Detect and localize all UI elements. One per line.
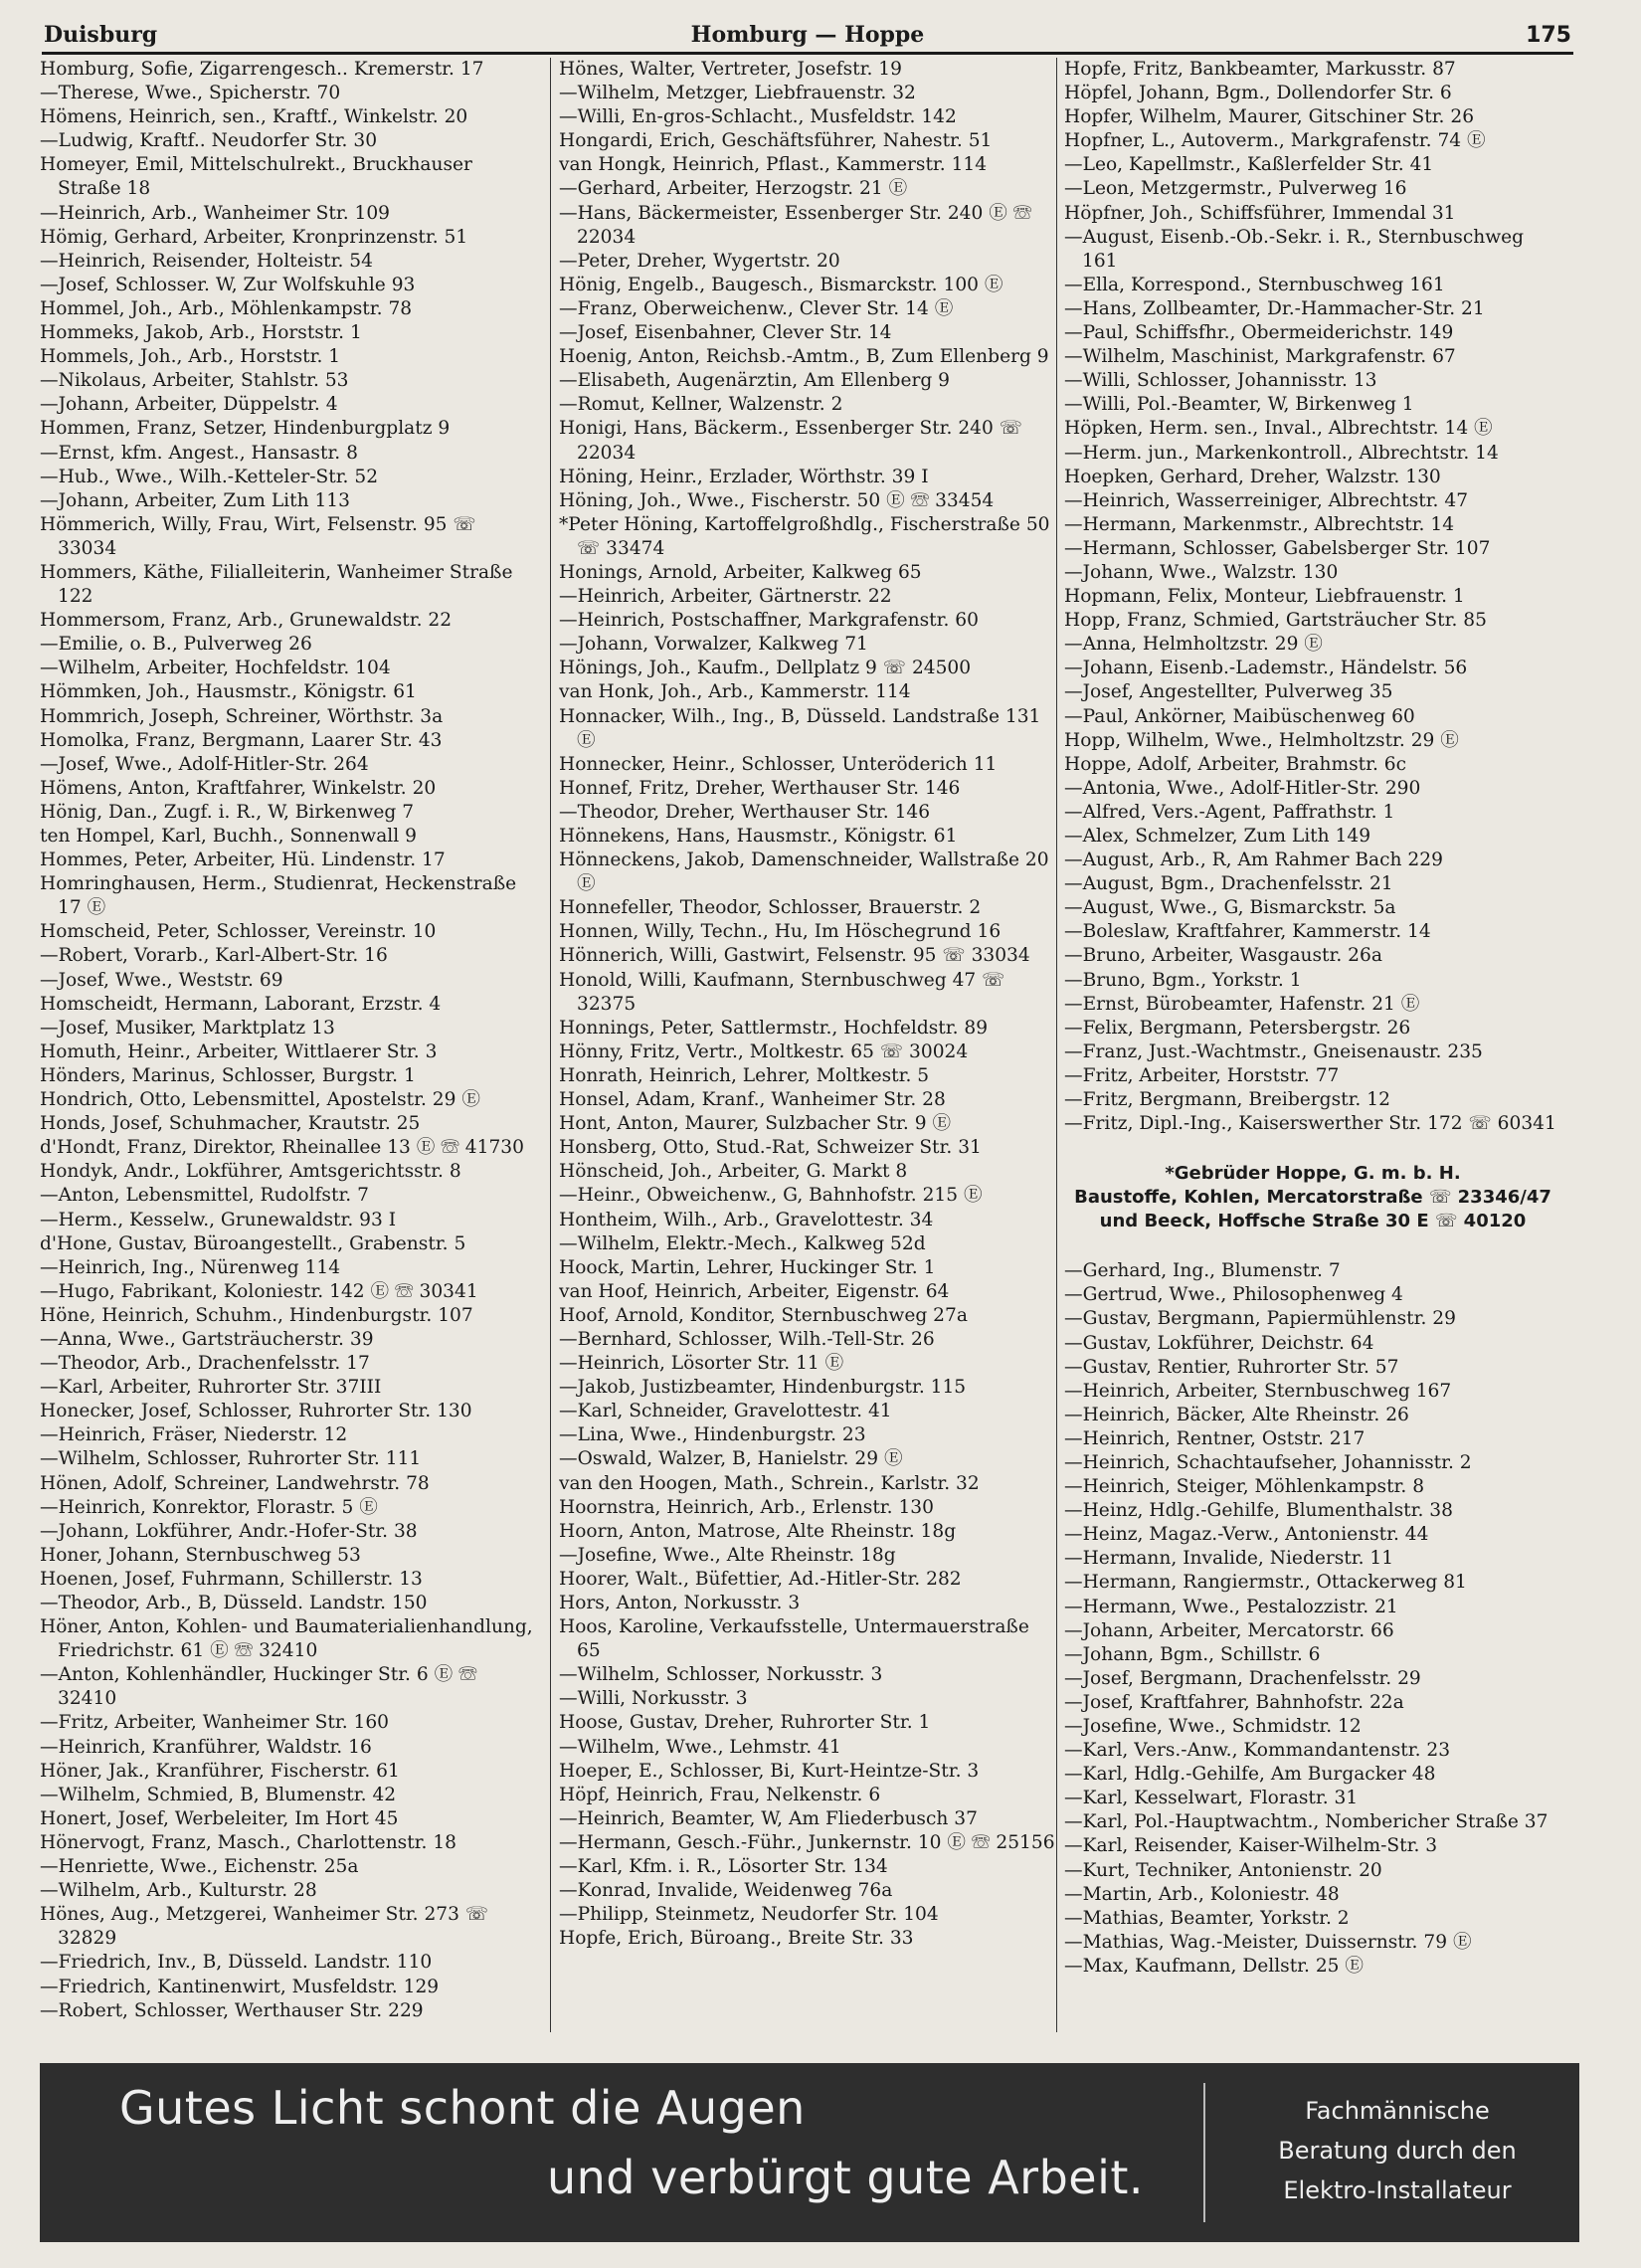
- directory-entry: —Karl, Kesselwart, Florastr. 31: [1064, 1788, 1359, 1809]
- directory-entry: —Heinz, Hdlg.-Gehilfe, Blumenthalstr. 38: [1064, 1500, 1453, 1522]
- running-header: [42, 18, 1573, 55]
- column-2: [559, 58, 1056, 2037]
- directory-entry: —Gustav, Lokführer, Deichstr. 64: [1064, 1332, 1374, 1354]
- column-divider: [1056, 58, 1057, 2032]
- directory-entry: —Heinrich, Kranführer, Waldstr. 16: [40, 1736, 372, 1758]
- directory-entry: Honecker, Josef, Schlosser, Ruhrorter Str. 130: [40, 1401, 472, 1422]
- directory-entry: Hopfer, Wilhelm, Maurer, Gitschiner Str. 26: [1064, 106, 1475, 128]
- directory-entry: Hommes, Peter, Arbeiter, Hü. Lindenstr. 17: [40, 850, 446, 871]
- directory-entry: Hors, Anton, Norkusstr. 3: [559, 1593, 801, 1613]
- directory-entry: van Honk, Joh., Arb., Kammerstr. 114: [559, 681, 911, 703]
- directory-entry: Hoose, Gustav, Dreher, Ruhrorter Str. 1: [559, 1712, 931, 1734]
- directory-entry: —Bruno, Arbeiter, Wasgaustr. 26a: [1064, 945, 1382, 967]
- directory-entry: —Felix, Bergmann, Petersbergstr. 26: [1064, 1017, 1411, 1039]
- directory-entry: Honer, Johann, Sternbuschweg 53: [40, 1544, 361, 1566]
- directory-entry: ten Hompel, Karl, Buchh., Sonnenwall 9: [40, 826, 417, 847]
- directory-entry: Höpfner, Joh., Schiffsführer, Immendal 31: [1064, 202, 1456, 224]
- directory-entry: —Boleslaw, Kraftfahrer, Kammerstr. 14: [1064, 921, 1431, 943]
- directory-entry: van den Hoogen, Math., Schrein., Karlstr. 32: [559, 1472, 980, 1494]
- directory-entry: —Ella, Korrespond., Sternbuschweg 161: [1064, 274, 1445, 295]
- directory-entry: Honnings, Peter, Sattlermstr., Hochfeldstr. 89: [559, 1017, 989, 1039]
- directory-entry: Hömens, Anton, Kraftfahrer, Winkelstr. 20: [40, 777, 437, 799]
- directory-entry: —Gerhard, Arbeiter, Herzogstr. 21 Ⓔ: [559, 178, 908, 200]
- directory-entry: —Hermann, Wwe., Pestalozzistr. 21: [1064, 1596, 1398, 1617]
- directory-entry: —Gustav, Rentier, Ruhrorter Str. 57: [1064, 1356, 1399, 1378]
- directory-entry: *Peter Höning, Kartoffelgroßhdlg., Fischerstraße 50 ☏ 33474: [559, 513, 1050, 559]
- banner-divider: [1203, 2083, 1205, 2222]
- directory-entry: —Robert, Schlosser, Werthauser Str. 229: [40, 1999, 424, 2021]
- directory-entry: —Emilie, o. B., Pulverweg 26: [40, 634, 312, 656]
- directory-entry: Hoeper, E., Schlosser, Bi, Kurt-Heintze-Str. 3: [559, 1760, 980, 1782]
- directory-entry: Hommels, Joh., Arb., Horststr. 1: [40, 346, 341, 368]
- directory-entry: —Heinrich, Beamter, W, Am Fliederbusch 37: [559, 1807, 978, 1829]
- directory-entry: —Heinrich, Lösorter Str. 11 Ⓔ: [559, 1353, 844, 1375]
- directory-entry: Hönnerich, Willi, Gastwirt, Felsenstr. 95 ☏ 33034: [559, 945, 1030, 967]
- directory-entry: —Max, Kaufmann, Dellstr. 25 Ⓔ: [1064, 1955, 1364, 1977]
- directory-entry: —Ernst, kfm. Angest., Hansastr. 8: [40, 442, 358, 464]
- directory-entry: —Josef, Wwe., Adolf-Hitler-Str. 264: [40, 753, 369, 775]
- column-3-top: [1064, 58, 1561, 1136]
- directory-entry: Hoos, Karoline, Verkaufsstelle, Untermauerstraße 65: [559, 1616, 1029, 1662]
- header-city: Duisburg: [44, 22, 158, 48]
- directory-entry: —Anna, Wwe., Gartsträucherstr. 39: [40, 1328, 374, 1350]
- directory-entry: —Fritz, Dipl.-Ing., Kaiserswerther Str. 172 ☏ 60341: [1064, 1113, 1556, 1135]
- directory-entry: —Bernhard, Schlosser, Wilh.-Tell-Str. 26: [559, 1328, 935, 1350]
- directory-entry: van Hoof, Heinrich, Arbeiter, Eigenstr. 64: [559, 1280, 950, 1302]
- directory-entry: Homuth, Heinr., Arbeiter, Wittlaerer Str. 3: [40, 1040, 438, 1062]
- directory-entry: Homeyer, Emil, Mittelschulrekt., Bruckhauser Straße 18: [40, 154, 472, 200]
- directory-entry: —Nikolaus, Arbeiter, Stahlstr. 53: [40, 370, 349, 392]
- directory-entry: Honert, Josef, Werbeleiter, Im Hort 45: [40, 1807, 399, 1829]
- directory-entry: Höne, Heinrich, Schuhm., Hindenburgstr. 107: [40, 1304, 473, 1326]
- column-3: [1064, 58, 1561, 2037]
- directory-entry: —Paul, Ankörner, Maibüschenweg 60: [1064, 705, 1415, 727]
- directory-entry: Höpfel, Johann, Bgm., Dollendorfer Str. 6: [1064, 83, 1452, 104]
- directory-entry: —Friedrich, Kantinenwirt, Musfeldstr. 129: [40, 1976, 440, 1997]
- directory-entry: Honings, Arnold, Arbeiter, Kalkweg 65: [559, 561, 922, 583]
- directory-entry: Honold, Willi, Kaufmann, Sternbuschweg 47 ☏ 32375: [559, 969, 1005, 1015]
- directory-entry: —Josef, Schlosser. W, Zur Wolfskuhle 93: [40, 274, 416, 295]
- directory-entry: Homscheid, Peter, Schlosser, Vereinstr. 10: [40, 921, 437, 943]
- directory-entry: —Franz, Oberweichenw., Clever Str. 14 Ⓔ: [559, 297, 954, 319]
- directory-entry: —Mathias, Beamter, Yorkstr. 2: [1064, 1907, 1350, 1929]
- directory-entry: —Johann, Arbeiter, Düppelstr. 4: [40, 394, 338, 416]
- directory-entry: —Wilhelm, Schlosser, Ruhrorter Str. 111: [40, 1448, 422, 1470]
- directory-entry: Honsel, Adam, Kranf., Wanheimer Str. 28: [559, 1089, 946, 1111]
- directory-entry: Honsberg, Otto, Stud.-Rat, Schweizer Str. 31: [559, 1137, 982, 1159]
- directory-entry: —Gustav, Bergmann, Papiermühlenstr. 29: [1064, 1308, 1456, 1330]
- directory-entry: —Johann, Arbeiter, Zum Lith 113: [40, 489, 350, 511]
- directory-entry: —Hermann, Rangiermstr., Ottackerweg 81: [1064, 1572, 1467, 1594]
- directory-entry: Homolka, Franz, Bergmann, Laarer Str. 43: [40, 729, 443, 751]
- directory-entry: —Martin, Arb., Koloniestr. 48: [1064, 1883, 1340, 1905]
- directory-entry: —Josef, Angestellter, Pulverweg 35: [1064, 681, 1393, 703]
- directory-entry: —Romut, Kellner, Walzenstr. 2: [559, 394, 843, 416]
- directory-entry: —Karl, Pol.-Hauptwachtm., Nombericher Straße 37: [1064, 1811, 1549, 1833]
- directory-entry: —Robert, Vorarb., Karl-Albert-Str. 16: [40, 945, 388, 967]
- directory-entry: —Heinrich, Schachtaufseher, Johannisstr. 2: [1064, 1451, 1472, 1473]
- directory-entry: Hönig, Engelb., Baugesch., Bismarckstr. 100 Ⓔ: [559, 274, 1003, 295]
- directory-entry: Hoorer, Walt., Büfettier, Ad.-Hitler-Str. 282: [559, 1568, 962, 1590]
- directory-entry: Hont, Anton, Maurer, Sulzbacher Str. 9 Ⓔ: [559, 1113, 952, 1135]
- directory-entry: —Johann, Eisenb.-Lademstr., Händelstr. 56: [1064, 658, 1468, 679]
- directory-entry: —Konrad, Invalide, Weidenweg 76a: [559, 1880, 893, 1902]
- directory-entry: —Henriette, Wwe., Eichenstr. 25a: [40, 1856, 359, 1878]
- directory-entry: Hönny, Fritz, Vertr., Moltkestr. 65 ☏ 30024: [559, 1040, 969, 1062]
- directory-entry: —Herm. jun., Markenkontroll., Albrechtstr. 14: [1064, 442, 1499, 464]
- directory-entry: —Gerhard, Ing., Blumenstr. 7: [1064, 1260, 1341, 1282]
- directory-entry: —Karl, Hdlg.-Gehilfe, Am Burgacker 48: [1064, 1764, 1436, 1786]
- banner-slogan-line2: und verbürgt gute Arbeit.: [547, 2151, 1145, 2204]
- directory-entry: —Franz, Just.-Wachtmstr., Gneisenaustr. 235: [1064, 1040, 1483, 1062]
- directory-entry: —Josefine, Wwe., Schmidstr. 12: [1064, 1716, 1362, 1737]
- directory-entry: Homburg, Sofie, Zigarrengesch.. Kremerstr. 17: [40, 59, 484, 80]
- directory-entry: —August, Bgm., Drachenfelsstr. 21: [1064, 873, 1393, 895]
- directory-entry: Hönervogt, Franz, Masch., Charlottenstr. 18: [40, 1831, 457, 1853]
- directory-entry: —Ludwig, Kraftf.. Neudorfer Str. 30: [40, 130, 378, 152]
- ad-line: *Gebrüder Hoppe, G. m. b. H.: [1165, 1163, 1461, 1185]
- directory-entry: Hopp, Wilhelm, Wwe., Helmholtzstr. 29 Ⓔ: [1064, 729, 1459, 751]
- header-range: Homburg — Hoppe: [690, 22, 925, 48]
- directory-entry: —Alex, Schmelzer, Zum Lith 149: [1064, 826, 1371, 847]
- directory-entry: Hopp, Franz, Schmied, Gartsträucher Str. 85: [1064, 610, 1487, 632]
- directory-entry: —Theodor, Arb., Drachenfelsstr. 17: [40, 1353, 370, 1375]
- directory-entry: Höner, Jak., Kranführer, Fischerstr. 61: [40, 1760, 400, 1782]
- directory-entry: —Wilhelm, Arbeiter, Hochfeldstr. 104: [40, 658, 391, 679]
- directory-entry: Homringhausen, Herm., Studienrat, Heckenstraße 17 Ⓔ: [40, 873, 517, 919]
- directory-entry: —Paul, Schiffsfhr., Obermeiderichstr. 149: [1064, 322, 1454, 344]
- directory-entry: —Karl, Vers.-Anw., Kommandantenstr. 23: [1064, 1740, 1451, 1762]
- directory-entry: Höning, Heinr., Erzlader, Wörthstr. 39 I: [559, 466, 929, 487]
- page-number: 175: [1526, 23, 1571, 48]
- directory-entry: —Karl, Reisender, Kaiser-Wilhelm-Str. 3: [1064, 1835, 1438, 1857]
- ad-line: und Beeck, Hoffsche Straße 30 E ☏ 40120: [1099, 1211, 1527, 1232]
- directory-entry: Höning, Joh., Wwe., Fischerstr. 50 Ⓔ ☏ 33454: [559, 489, 995, 511]
- directory-entry: —Theodor, Arb., B, Düsseld. Landstr. 150: [40, 1593, 428, 1613]
- directory-entry: —Josef, Musiker, Marktplatz 13: [40, 1017, 335, 1039]
- directory-entry: —Heinrich, Bäcker, Alte Rheinstr. 26: [1064, 1404, 1409, 1425]
- directory-entry: —Alfred, Vers.-Agent, Paffrathstr. 1: [1064, 801, 1395, 823]
- directory-entry: Hönen, Adolf, Schreiner, Landwehrstr. 78: [40, 1472, 430, 1494]
- directory-entry: —Hans, Bäckermeister, Essenberger Str. 240 Ⓔ ☏ 22034: [559, 202, 1032, 248]
- directory-entry: —Josef, Wwe., Weststr. 69: [40, 969, 283, 991]
- directory-entry: Höner, Anton, Kohlen- und Baumaterialienhandlung, Friedrichstr. 61 Ⓔ ☏ 32410: [40, 1616, 533, 1662]
- banner-advice-line: Elektro-Installateur: [1283, 2176, 1512, 2204]
- directory-entry: Höpken, Herm. sen., Inval., Albrechtstr. 14 Ⓔ: [1064, 418, 1493, 440]
- directory-entry: —Hermann, Schlosser, Gabelsberger Str. 107: [1064, 537, 1491, 559]
- directory-entry: —Anna, Helmholtzstr. 29 Ⓔ: [1064, 634, 1323, 656]
- directory-entry: —Hermann, Invalide, Niederstr. 11: [1064, 1548, 1394, 1570]
- directory-entry: Honnef, Fritz, Dreher, Werthauser Str. 146: [559, 777, 961, 799]
- directory-entry: Hopfe, Fritz, Bankbeamter, Markusstr. 87: [1064, 59, 1456, 80]
- directory-entry: —Wilhelm, Metzger, Liebfrauenstr. 32: [559, 83, 916, 104]
- directory-entry: Hommeks, Jakob, Arb., Horststr. 1: [40, 322, 362, 344]
- directory-entry: Hömmken, Joh., Hausmstr., Königstr. 61: [40, 681, 417, 703]
- directory-entry: —Oswald, Walzer, B, Hanielstr. 29 Ⓔ: [559, 1448, 903, 1470]
- directory-entry: —Hans, Zollbeamter, Dr.-Hammacher-Str. 21: [1064, 297, 1485, 319]
- directory-entry: —Wilhelm, Schlosser, Norkusstr. 3: [559, 1664, 883, 1686]
- directory-entry: Hoppe, Adolf, Arbeiter, Brahmstr. 6c: [1064, 753, 1407, 775]
- banner-slogan-line1: Gutes Licht schont die Augen: [119, 2081, 806, 2135]
- directory-entry: —Hub., Wwe., Wilh.-Ketteler-Str. 52: [40, 466, 379, 487]
- directory-entry: —Heinrich, Wasserreiniger, Albrechtstr. 47: [1064, 489, 1469, 511]
- footer-banner: [40, 2063, 1579, 2242]
- directory-entry: —Heinrich, Arbeiter, Sternbuschweg 167: [1064, 1380, 1452, 1402]
- directory-entry: —Josefine, Wwe., Alte Rheinstr. 18g: [559, 1544, 896, 1566]
- banner-advice-line: Beratung durch den: [1278, 2137, 1517, 2165]
- directory-entry: —Ernst, Bürobeamter, Hafenstr. 21 Ⓔ: [1064, 993, 1420, 1015]
- directory-entry: —Heinrich, Reisender, Holteistr. 54: [40, 250, 373, 272]
- directory-entry: Honrath, Heinrich, Lehrer, Moltkestr. 5: [559, 1064, 930, 1086]
- directory-entry: —Johann, Arbeiter, Mercatorstr. 66: [1064, 1619, 1394, 1641]
- directory-entry: —Willi, Norkusstr. 3: [559, 1688, 748, 1710]
- directory-entry: —Josef, Bergmann, Drachenfelsstr. 29: [1064, 1667, 1421, 1689]
- directory-entry: Honds, Josef, Schuhmacher, Krautstr. 25: [40, 1113, 421, 1135]
- banner-advice: [1228, 2091, 1566, 2210]
- directory-entry: —Johann, Wwe., Walzstr. 130: [1064, 561, 1339, 583]
- directory-entry: Hoock, Martin, Lehrer, Huckinger Str. 1: [559, 1256, 936, 1278]
- directory-entry: Hoepken, Gerhard, Dreher, Walzstr. 130: [1064, 466, 1441, 487]
- directory-entry: —Philipp, Steinmetz, Neudorfer Str. 104: [559, 1904, 939, 1926]
- directory-entry: —Kurt, Techniker, Antonienstr. 20: [1064, 1859, 1382, 1881]
- directory-entry: —Theodor, Dreher, Werthauser Str. 146: [559, 801, 931, 823]
- directory-entry: Hoornstra, Heinrich, Arb., Erlenstr. 130: [559, 1496, 934, 1518]
- directory-entry: Hopmann, Felix, Monteur, Liebfrauenstr. 1: [1064, 586, 1465, 608]
- directory-entry: —Hugo, Fabrikant, Koloniestr. 142 Ⓔ ☏ 30341: [40, 1280, 478, 1302]
- directory-entry: —Wilhelm, Elektr.-Mech., Kalkweg 52d: [559, 1232, 926, 1254]
- directory-entry: —Hermann, Markenmstr., Albrechtstr. 14: [1064, 513, 1455, 535]
- directory-entry: Hopfe, Erich, Büroang., Breite Str. 33: [559, 1928, 914, 1950]
- directory-entry: Hömmerich, Willy, Frau, Wirt, Felsenstr. 95 ☏ 33034: [40, 513, 476, 559]
- directory-entry: Hongardi, Erich, Geschäftsführer, Nahestr. 51: [559, 130, 993, 152]
- column-3-bottom: [1064, 1259, 1561, 1979]
- directory-entry: —Wilhelm, Maschinist, Markgrafenstr. 67: [1064, 346, 1456, 368]
- directory-entry: —Heinrich, Konrektor, Florastr. 5 Ⓔ: [40, 1496, 378, 1518]
- directory-entry: —Wilhelm, Schmied, B, Blumenstr. 42: [40, 1784, 397, 1805]
- directory-entry: —Bruno, Bgm., Yorkstr. 1: [1064, 969, 1302, 991]
- directory-entry: —August, Arb., R, Am Rahmer Bach 229: [1064, 850, 1443, 871]
- directory-entry: —Karl, Arbeiter, Ruhrorter Str. 37III: [40, 1377, 382, 1399]
- directory-entry: Hontheim, Wilh., Arb., Gravelottestr. 34: [559, 1209, 934, 1230]
- directory-entry: —Heinrich, Steiger, Möhlenkampstr. 8: [1064, 1476, 1425, 1498]
- directory-entry: —Antonia, Wwe., Adolf-Hitler-Str. 290: [1064, 777, 1421, 799]
- directory-entry: —Jakob, Justizbeamter, Hindenburgstr. 115: [559, 1377, 967, 1399]
- directory-entry: Hönings, Joh., Kaufm., Dellplatz 9 ☏ 24500: [559, 658, 972, 679]
- directory-entry: Hommrich, Joseph, Schreiner, Wörthstr. 3a: [40, 705, 444, 727]
- banner-advice-line: Fachmännische: [1305, 2097, 1490, 2125]
- directory-entry: —Heinz, Magaz.-Verw., Antonienstr. 44: [1064, 1524, 1429, 1546]
- directory-entry: Hönig, Dan., Zugf. i. R., W, Birkenweg 7: [40, 801, 415, 823]
- directory-entry: —Leon, Metzgermstr., Pulverweg 16: [1064, 178, 1407, 200]
- advertisement-hoppe: [1064, 1162, 1561, 1233]
- directory-entry: —Willi, En-gros-Schlacht., Musfeldstr. 142: [559, 106, 957, 128]
- directory-entry: Hönes, Aug., Metzgerei, Wanheimer Str. 273 ☏ 32829: [40, 1904, 489, 1950]
- directory-entry: Honnen, Willy, Techn., Hu, Im Höschegrund 16: [559, 921, 1002, 943]
- directory-entry: Höpf, Heinrich, Frau, Nelkenstr. 6: [559, 1784, 881, 1805]
- directory-entry: —Peter, Dreher, Wygertstr. 20: [559, 250, 840, 272]
- directory-entry: —Therese, Wwe., Spicherstr. 70: [40, 83, 341, 104]
- directory-entry: —Wilhelm, Arb., Kulturstr. 28: [40, 1880, 317, 1902]
- directory-entry: Hönneckens, Jakob, Damenschneider, Wallstraße 20 Ⓔ: [559, 850, 1049, 895]
- directory-entry: Hondyk, Andr., Lokführer, Amtsgerichtsstr. 8: [40, 1161, 461, 1183]
- directory-entry: —Anton, Lebensmittel, Rudolfstr. 7: [40, 1185, 369, 1207]
- directory-entry: Hönscheid, Joh., Arbeiter, G. Markt 8: [559, 1161, 908, 1183]
- directory-entry: Honnecker, Heinr., Schlosser, Unteröderich 11: [559, 753, 998, 775]
- directory-entry: Hönders, Marinus, Schlosser, Burgstr. 1: [40, 1064, 416, 1086]
- directory-entry: d'Hondt, Franz, Direktor, Rheinallee 13 Ⓔ ☏ 41730: [40, 1137, 524, 1159]
- directory-entry: —Johann, Bgm., Schillstr. 6: [1064, 1643, 1321, 1665]
- directory-entry: —Heinrich, Fräser, Niederstr. 12: [40, 1424, 348, 1446]
- column-1: [40, 58, 537, 2037]
- directory-entry: Hoorn, Anton, Matrose, Alte Rheinstr. 18g: [559, 1520, 957, 1542]
- directory-entry: —Willi, Pol.-Beamter, W, Birkenweg 1: [1064, 394, 1414, 416]
- directory-entry: Hönes, Walter, Vertreter, Josefstr. 19: [559, 59, 902, 80]
- directory-entry: d'Hone, Gustav, Büroangestellt., Grabenstr. 5: [40, 1232, 466, 1254]
- column-divider: [550, 58, 551, 2032]
- directory-entry: Hömig, Gerhard, Arbeiter, Kronprinzenstr. 51: [40, 226, 468, 248]
- directory-entry: —Leo, Kapellmstr., Kaßlerfelder Str. 41: [1064, 154, 1434, 176]
- directory-entry: —Heinrich, Arb., Wanheimer Str. 109: [40, 202, 391, 224]
- directory-entry: —Heinrich, Postschaffner, Markgrafenstr. 60: [559, 610, 979, 632]
- directory-entry: —Gertrud, Wwe., Philosophenweg 4: [1064, 1284, 1403, 1306]
- directory-entry: —Johann, Vorwalzer, Kalkweg 71: [559, 634, 868, 656]
- directory-entry: —Fritz, Arbeiter, Horststr. 77: [1064, 1064, 1340, 1086]
- directory-entry: Hommersom, Franz, Arb., Grunewaldstr. 22: [40, 610, 453, 632]
- directory-entry: Homscheidt, Hermann, Laborant, Erzstr. 4: [40, 993, 442, 1015]
- directory-entry: Hommen, Franz, Setzer, Hindenburgplatz 9: [40, 418, 451, 440]
- directory-entry: —Anton, Kohlenhändler, Huckinger Str. 6 Ⓔ ☏ 32410: [40, 1664, 477, 1710]
- directory-entry: —Heinr., Obweichenw., G, Bahnhofstr. 215 Ⓔ: [559, 1185, 983, 1207]
- directory-entry: —Fritz, Arbeiter, Wanheimer Str. 160: [40, 1712, 390, 1734]
- directory-entry: Hoenen, Josef, Fuhrmann, Schillerstr. 13: [40, 1568, 423, 1590]
- directory-entry: Hönnekens, Hans, Hausmstr., Königstr. 61: [559, 826, 958, 847]
- directory-entry: —Karl, Kfm. i. R., Lösorter Str. 134: [559, 1856, 888, 1878]
- directory-entry: —Heinrich, Rentner, Oststr. 217: [1064, 1427, 1366, 1449]
- directory-entry: —Elisabeth, Augenärztin, Am Ellenberg 9: [559, 370, 950, 392]
- directory-entry: —Wilhelm, Wwe., Lehmstr. 41: [559, 1736, 841, 1758]
- directory-entry: Honnacker, Wilh., Ing., B, Düsseld. Landstraße 131 Ⓔ: [559, 705, 1041, 751]
- directory-entry: —Fritz, Bergmann, Breibergstr. 12: [1064, 1089, 1390, 1111]
- directory-entry: Hoenig, Anton, Reichsb.-Amtm., B, Zum Ellenberg 9: [559, 346, 1049, 368]
- directory-entry: Honnefeller, Theodor, Schlosser, Brauerstr. 2: [559, 897, 982, 919]
- directory-entry: Hömens, Heinrich, sen., Kraftf., Winkelstr. 20: [40, 106, 468, 128]
- directory-entry: —Lina, Wwe., Hindenburgstr. 23: [559, 1424, 866, 1446]
- ad-line: Baustoffe, Kohlen, Mercatorstraße ☏ 23346/47: [1074, 1187, 1551, 1209]
- directory-entry: Hoof, Arnold, Konditor, Sternbuschweg 27a: [559, 1304, 968, 1326]
- directory-entry: —Josef, Eisenbahner, Clever Str. 14: [559, 322, 892, 344]
- directory-entry: —Josef, Kraftfahrer, Bahnhofstr. 22a: [1064, 1691, 1404, 1713]
- directory-entry: van Hongk, Heinrich, Pflast., Kammerstr. 114: [559, 154, 988, 176]
- directory-entry: Hopfner, L., Autoverm., Markgrafenstr. 74 Ⓔ: [1064, 130, 1486, 152]
- directory-entry: —August, Eisenb.-Ob.-Sekr. i. R., Sternbuschweg 161: [1064, 226, 1525, 272]
- directory-columns: [40, 58, 1575, 2037]
- directory-entry: —Johann, Lokführer, Andr.-Hofer-Str. 38: [40, 1520, 418, 1542]
- directory-entry: —Hermann, Gesch.-Führ., Junkernstr. 10 Ⓔ ☏ 25156: [559, 1831, 1055, 1853]
- directory-entry: —Heinrich, Ing., Nürenweg 114: [40, 1256, 341, 1278]
- directory-entry: —Heinrich, Arbeiter, Gärtnerstr. 22: [559, 586, 892, 608]
- directory-entry: —August, Wwe., G, Bismarckstr. 5a: [1064, 897, 1396, 919]
- directory-entry: —Herm., Kesselw., Grunewaldstr. 93 I: [40, 1209, 397, 1230]
- directory-entry: —Friedrich, Inv., B, Düsseld. Landstr. 110: [40, 1952, 433, 1974]
- directory-entry: Honigi, Hans, Bäckerm., Essenberger Str. 240 ☏ 22034: [559, 418, 1022, 464]
- directory-entry: Hommers, Käthe, Filialleiterin, Wanheimer Straße 122: [40, 561, 513, 608]
- directory-entry: Hommel, Joh., Arb., Möhlenkampstr. 78: [40, 297, 413, 319]
- directory-entry: —Karl, Schneider, Gravelottestr. 41: [559, 1401, 892, 1422]
- directory-entry: Hondrich, Otto, Lebensmittel, Apostelstr. 29 Ⓔ: [40, 1089, 480, 1111]
- directory-entry: —Mathias, Wag.-Meister, Duissernstr. 79 Ⓔ: [1064, 1931, 1472, 1953]
- directory-entry: —Willi, Schlosser, Johannisstr. 13: [1064, 370, 1377, 392]
